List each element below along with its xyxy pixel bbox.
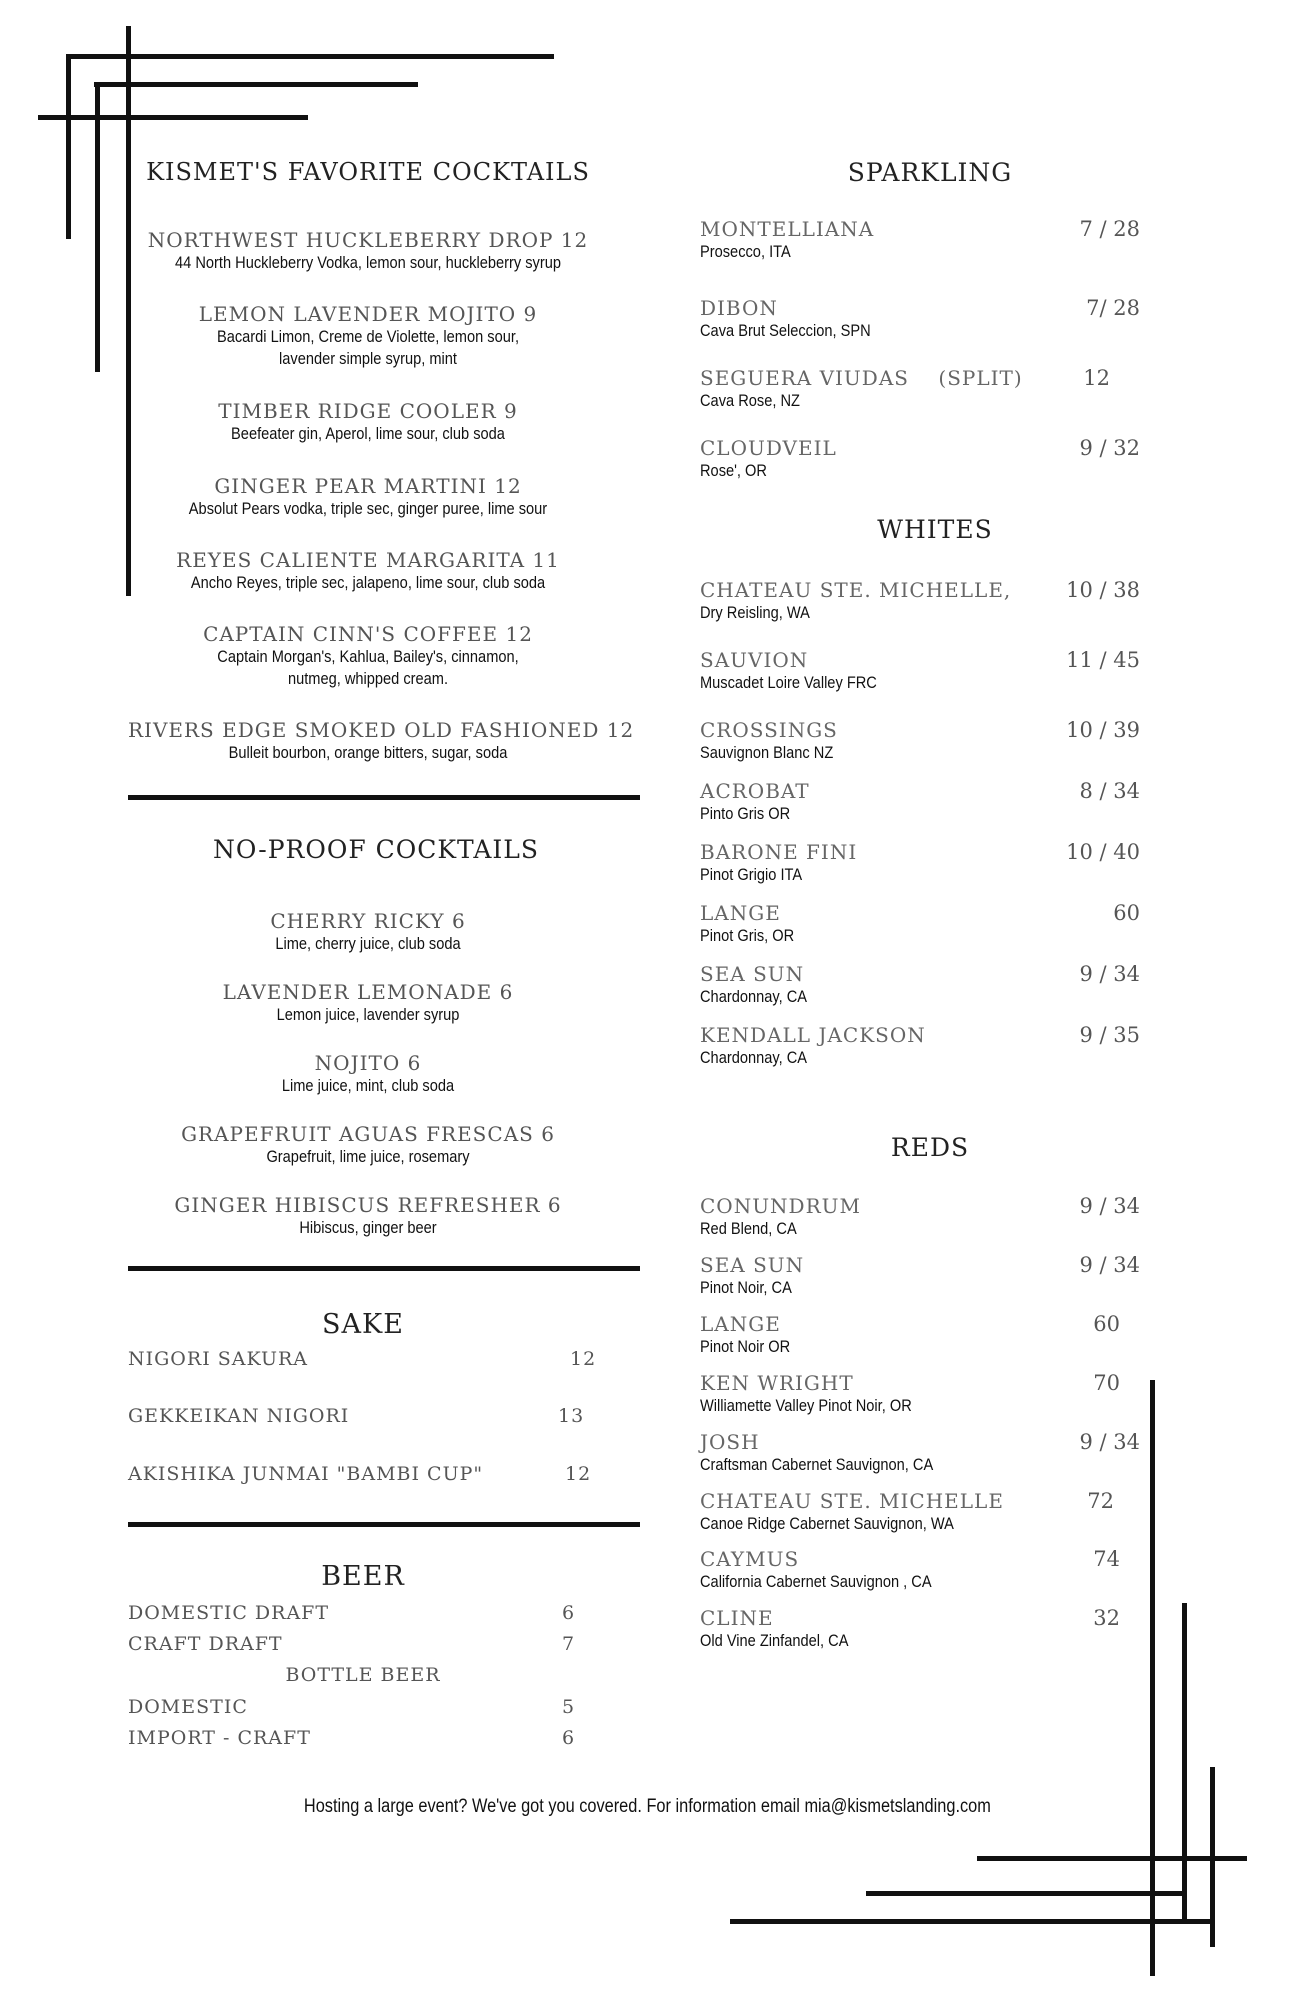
corner-line	[66, 54, 71, 239]
list-item	[700, 718, 1140, 768]
wine-desc: Old Vine Zinfandel, CA	[700, 1631, 849, 1650]
list-item	[700, 1194, 1140, 1244]
cocktail-desc: Bulleit bourbon, orange bitters, sugar, soda	[228, 743, 508, 762]
list-item	[700, 901, 1140, 951]
wine-name: CONUNDRUM	[700, 1194, 861, 1218]
list-item	[128, 1405, 588, 1433]
cocktail-name: CAPTAIN CINN'S COFFEE 12	[203, 622, 533, 646]
list-item	[128, 548, 608, 594]
wine-name: CAYMUS	[700, 1547, 800, 1571]
beer-name: DOMESTIC	[128, 1696, 248, 1718]
cocktail-name: TIMBER RIDGE COOLER 9	[218, 399, 518, 423]
beer-name: IMPORT - CRAFT	[128, 1727, 311, 1749]
wine-desc: Pinto Gris OR	[700, 804, 791, 823]
list-item	[128, 1696, 588, 1724]
wine-desc: Muscadet Loire Valley FRC	[700, 673, 877, 692]
wine-name: CLOUDVEIL	[700, 436, 837, 460]
cocktail-name: LEMON LAVENDER MOJITO 9	[198, 302, 538, 326]
reds-heading: REDS	[890, 1133, 970, 1162]
wine-desc: Chardonnay, CA	[700, 987, 808, 1006]
wine-price: 9 / 34	[1079, 1194, 1140, 1218]
wine-desc: Pinot Grigio ITA	[700, 865, 803, 884]
noproof-name: GRAPEFRUIT AGUAS FRESCAS 6	[181, 1122, 555, 1146]
wine-name: SEA SUN	[700, 962, 805, 986]
cocktail-desc: Captain Morgan's, Kahlua, Bailey's, cinnamon, nutmeg, whipped cream.	[217, 647, 519, 688]
list-item	[128, 228, 608, 274]
cocktail-name: REYES CALIENTE MARGARITA 11	[176, 548, 560, 572]
wine-desc: Prosecco, ITA	[700, 242, 791, 261]
corner-line	[1150, 1380, 1155, 1976]
wine-price: 7 / 28	[1079, 217, 1140, 241]
cocktail-desc: 44 North Huckleberry Vodka, lemon sour, huckleberry syrup	[174, 253, 561, 272]
wine-price: 9 / 34	[1079, 1430, 1140, 1454]
cocktail-name: RIVERS EDGE SMOKED OLD FASHIONED 12	[128, 718, 635, 742]
wine-desc: Cava Brut Seleccion, SPN	[700, 321, 871, 340]
beer-price: 7	[562, 1633, 576, 1655]
beer-name: DOMESTIC DRAFT	[128, 1602, 330, 1624]
wine-name: BARONE FINI	[700, 840, 858, 864]
wine-name: LANGE	[700, 901, 781, 925]
list-item	[128, 399, 608, 445]
cocktails-heading: KISMET'S FAVORITE COCKTAILS	[146, 158, 590, 186]
wine-name: CHATEAU STE. MICHELLE	[700, 1489, 1004, 1513]
list-item	[700, 962, 1140, 1012]
section-divider	[128, 795, 640, 800]
wine-name: CLINE	[700, 1606, 774, 1630]
wine-name: SEGUERA VIUDAS (SPLIT)	[700, 366, 1023, 390]
cocktail-name: GINGER PEAR MARTINI 12	[214, 474, 522, 498]
sake-price: 12	[570, 1348, 597, 1370]
corner-line	[94, 82, 418, 87]
noproof-desc: Lemon juice, lavender syrup	[276, 1005, 460, 1024]
wine-name: ACROBAT	[700, 779, 810, 803]
wine-price: 9 / 34	[1079, 1253, 1140, 1277]
section-divider	[128, 1266, 640, 1271]
sake-price: 13	[558, 1405, 585, 1427]
wine-desc: Pinot Gris, OR	[700, 926, 795, 945]
cocktail-desc: Ancho Reyes, triple sec, jalapeno, lime sour, club soda	[190, 573, 546, 592]
corner-line	[38, 115, 308, 120]
wine-desc: California Cabernet Sauvignon , CA	[700, 1572, 932, 1591]
corner-line	[977, 1856, 1247, 1861]
list-item	[168, 622, 568, 690]
list-item	[128, 1727, 588, 1755]
wine-price: 9 / 35	[1079, 1023, 1140, 1047]
corner-line	[70, 54, 554, 59]
noproof-name: NOJITO 6	[314, 1051, 422, 1075]
wine-desc: Dry Reisling, WA	[700, 603, 810, 622]
wine-price: 10 / 39	[1066, 718, 1140, 742]
sake-name: NIGORI SAKURA	[128, 1348, 309, 1370]
sake-heading: SAKE	[322, 1309, 404, 1340]
list-item	[700, 1547, 1140, 1597]
list-item	[128, 474, 608, 520]
footer-note	[0, 1796, 1294, 1818]
bottle-beer-heading: BOTTLE BEER	[285, 1664, 441, 1686]
list-item	[700, 1371, 1140, 1421]
list-item	[128, 1463, 592, 1491]
sake-price: 12	[565, 1463, 592, 1485]
section-divider	[128, 1522, 640, 1527]
wine-desc: Williamette Valley Pinot Noir, OR	[700, 1396, 912, 1415]
corner-line	[1182, 1603, 1187, 1923]
sparkling-heading: SPARKLING	[847, 158, 1013, 187]
wine-desc: Craftsman Cabernet Sauvignon, CA	[700, 1455, 934, 1474]
wine-name: JOSH	[700, 1430, 760, 1454]
wine-price: 8 / 34	[1079, 779, 1140, 803]
corner-line	[730, 1919, 1214, 1924]
wine-name: KENDALL JACKSON	[700, 1023, 926, 1047]
list-item	[128, 1602, 588, 1630]
whites-heading: WHITES	[877, 515, 993, 544]
noproof-name: LAVENDER LEMONADE 6	[222, 980, 514, 1004]
wine-desc: Rose', OR	[700, 461, 767, 480]
noproof-desc: Lime, cherry juice, club soda	[275, 934, 461, 953]
list-item	[128, 1633, 588, 1661]
list-item	[700, 217, 1140, 267]
sake-name: GEKKEIKAN NIGORI	[128, 1405, 350, 1427]
cocktail-desc: Absolut Pears vodka, triple sec, ginger puree, lime sour	[188, 499, 548, 518]
wine-price: 74	[1093, 1547, 1120, 1571]
corner-line	[866, 1891, 1186, 1896]
corner-line	[95, 82, 100, 372]
beer-price: 6	[562, 1602, 576, 1624]
cocktail-name: NORTHWEST HUCKLEBERRY DROP 12	[147, 228, 589, 252]
list-item	[128, 980, 608, 1026]
wine-desc: Red Blend, CA	[700, 1219, 797, 1238]
wine-price: 70	[1093, 1371, 1120, 1395]
list-item	[128, 909, 608, 955]
list-item	[700, 779, 1140, 829]
beer-name: CRAFT DRAFT	[128, 1633, 283, 1655]
wine-name: MONTELLIANA	[700, 217, 875, 241]
beer-price: 6	[562, 1727, 576, 1749]
wine-name: CHATEAU STE. MICHELLE,	[700, 578, 1012, 602]
list-item	[700, 366, 1140, 416]
wine-price: 9 / 34	[1079, 962, 1140, 986]
list-item	[128, 1122, 608, 1168]
wine-price: 60	[1093, 1312, 1120, 1336]
wine-name: SAUVION	[700, 648, 809, 672]
wine-price: 10 / 38	[1066, 578, 1140, 602]
wine-name: SEA SUN	[700, 1253, 805, 1277]
wine-price: 10 / 40	[1066, 840, 1140, 864]
list-item	[700, 1489, 1140, 1539]
wine-price: 60	[1113, 901, 1140, 925]
cocktail-desc: Bacardi Limon, Creme de Violette, lemon sour, lavender simple syrup, mint	[216, 327, 520, 368]
wine-price: 9 / 32	[1079, 436, 1140, 460]
list-item	[128, 718, 635, 764]
beer-price: 5	[562, 1696, 576, 1718]
list-item	[700, 436, 1140, 486]
list-item	[128, 1348, 597, 1376]
noproof-name: CHERRY RICKY 6	[270, 909, 466, 933]
wine-desc: Sauvignon Blanc NZ	[700, 743, 834, 762]
list-item	[700, 1430, 1140, 1480]
noproof-name: GINGER HIBISCUS REFRESHER 6	[174, 1193, 562, 1217]
noproof-desc: Grapefruit, lime juice, rosemary	[266, 1147, 470, 1166]
wine-name: DIBON	[700, 296, 778, 320]
list-item	[700, 648, 1140, 698]
list-item	[700, 1606, 1140, 1656]
wine-desc: Pinot Noir OR	[700, 1337, 791, 1356]
list-item	[700, 840, 1140, 890]
wine-price: 72	[1087, 1489, 1114, 1513]
sake-name: AKISHIKA JUNMAI "BAMBI CUP"	[128, 1463, 484, 1485]
list-item	[128, 1051, 608, 1097]
list-item	[700, 1023, 1140, 1073]
list-item	[188, 302, 548, 370]
wine-name: KEN WRIGHT	[700, 1371, 854, 1395]
wine-desc: Chardonnay, CA	[700, 1048, 808, 1067]
cocktail-desc: Beefeater gin, Aperol, lime sour, club soda	[231, 424, 505, 443]
wine-desc: Pinot Noir, CA	[700, 1278, 792, 1297]
wine-name: LANGE	[700, 1312, 781, 1336]
noproof-desc: Lime juice, mint, club soda	[281, 1076, 455, 1095]
wine-desc: Cava Rose, NZ	[700, 391, 800, 410]
list-item	[128, 1193, 608, 1239]
footer-text: Hosting a large event? We've got you covered. For information email mia@kismetslanding.com	[303, 1796, 991, 1817]
wine-price: 32	[1093, 1606, 1120, 1630]
noproof-desc: Hibiscus, ginger beer	[299, 1218, 437, 1237]
wine-name: CROSSINGS	[700, 718, 838, 742]
noproof-heading: NO-PROOF COCKTAILS	[212, 835, 540, 864]
wine-price: 7/ 28	[1086, 296, 1140, 320]
list-item	[700, 296, 1140, 346]
list-item	[700, 1253, 1140, 1303]
list-item	[700, 1312, 1140, 1362]
wine-price: 12	[1083, 366, 1110, 390]
beer-heading: BEER	[321, 1561, 405, 1592]
wine-desc: Canoe Ridge Cabernet Sauvignon, WA	[700, 1514, 954, 1533]
list-item	[700, 578, 1140, 628]
wine-price: 11 / 45	[1066, 648, 1140, 672]
